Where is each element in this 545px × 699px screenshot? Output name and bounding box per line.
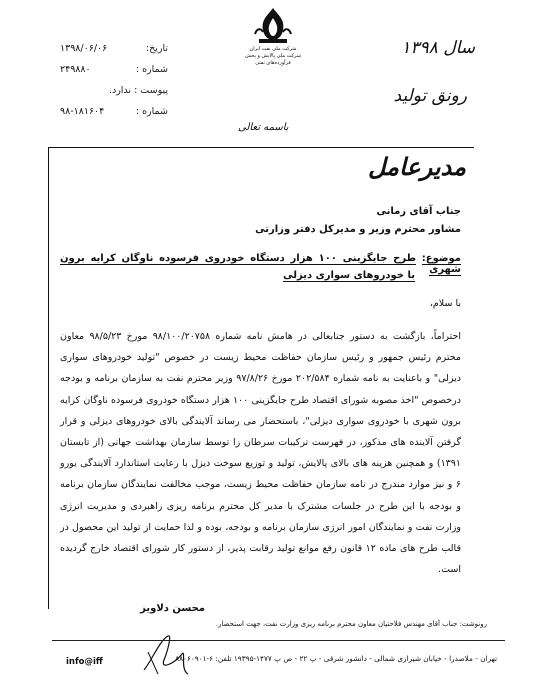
meta-label: تاریخ:	[145, 43, 168, 54]
footer-email: info@iff	[66, 657, 103, 667]
year-label: سال ۱۳۹۸	[401, 38, 475, 58]
office-title: مدیرعامل	[367, 152, 466, 181]
greeting: با سلام،	[429, 298, 461, 309]
office-header	[48, 147, 474, 190]
meta-number-row	[60, 59, 168, 80]
slogan-label: رونق تولید	[393, 86, 467, 106]
addressee-name: جناب آقای زمانی	[376, 206, 461, 217]
addressee-role: مشاور محترم وزیر و مدیرکل دفتر وزارتی	[255, 224, 461, 235]
logo-caption-2: شرکت ملی پالایش و پخش فرآورده‌های نفتی	[244, 53, 302, 66]
signer-name: محسن دلاویز	[140, 603, 205, 614]
meta-ref-row	[60, 101, 168, 122]
footer-address: تهران - ملاصدرا - خیابان شیرازی شمالی - دانشور شرقی - پ ۲۲ - ص پ ۱۴۷۷-۱۹۳۹۵ تلفن: ۶-۸۸۰۶۰۹۰۱	[175, 654, 497, 663]
subject-label: موضوع:	[421, 253, 461, 264]
logo-caption-1: شرکت ملی نفت ایران	[249, 46, 297, 52]
flame-logo-icon	[251, 6, 295, 46]
meta-label: شماره :	[135, 64, 168, 75]
subject-text-2: با خودروهای سواری دیزلی	[283, 270, 415, 281]
subject-text-1: طرح جایگزینی ۱۰۰ هزار دستگاه خودروی فرسوده ناوگان کرایه برون شهری	[60, 253, 461, 275]
company-logo	[240, 6, 306, 67]
carbon-copy: رونوشت: جناب آقای مهندس فلاحتیان معاون محترم برنامه ریزی وزارت نفت، جهت استحضار.	[215, 620, 487, 628]
letter-body: احتراماً، بازگشت به دستور جنابعالی در هامش نامه شماره ۹۸/۱۰۰/۲۰۷۵۸ مورخ ۹۸/۵/۲۳ معاون محترم رئیس جمهور و رئیس سازمان حفاظت محیط زیست در خصوص "تولید خودروهای سواری دیزلی" و باعنایت به نامه شماره ۲۰۲/۵۸۴ مورخ ۹۷/۸/۲۶ وزیر محترم نفت به سازمان برنامه و بودجه درخصوص "اخذ مصوبه شورای اقتصاد طرح جایگزینی ۱۰۰ هزار دستگاه خودروی فرسوده ناوگان کرایه برون شهری با خودروی سواری دیزلی"، باستحضار می رساند آلایندگی بالای خودروهای دیزلی و قرار گرفتن آلاینده های مذکور، در فهرست ترکیبات سرطان زا توسط سازمان بهداشت جهانی (از تابستان ۱۳۹۱) و همچنین هزینه های بالای پالایش، تولید و توزیع سوخت دیزل با رعایت استاندارد آلایندگی یورو ۶ و نیز موارد مندرج در نامه سازمان حفاظت محیط زیست، موجب مخالفت نمایندگان سازمان برنامه و بودجه با این طرح در جلسات مشترک با مدیر کل محترم برنامه ریزی راهبردی و مدیریت انرژی وزارت نفت و نمایندگان امور انرژی سازمان برنامه و بودجه، بوده و لذا حمایت از تولید این محصول در قالب طرح های ماده ۱۲ قانون رفع موانع تولید رقابت پذیر، از دستور کار شورای اقتصاد خارج گردیده است.	[60, 331, 461, 576]
meta-date-row	[60, 38, 168, 59]
subject-line-2	[60, 270, 415, 281]
footer-divider	[52, 640, 505, 641]
letter-meta	[60, 38, 168, 122]
meta-label: پیوست : ندارد.	[108, 85, 168, 96]
meta-value: ۹۸-۱۸۱۶۰۴	[60, 106, 105, 117]
meta-label: شماره :	[135, 106, 168, 117]
meta-value: ۱۳۹۸/۰۶/۰۶	[60, 43, 108, 54]
meta-value: ۲۴۹۸۸۰	[60, 64, 91, 75]
meta-attachment-row	[60, 80, 168, 101]
basmala: باسمه تعالی	[238, 122, 289, 133]
frame-border	[48, 189, 49, 609]
